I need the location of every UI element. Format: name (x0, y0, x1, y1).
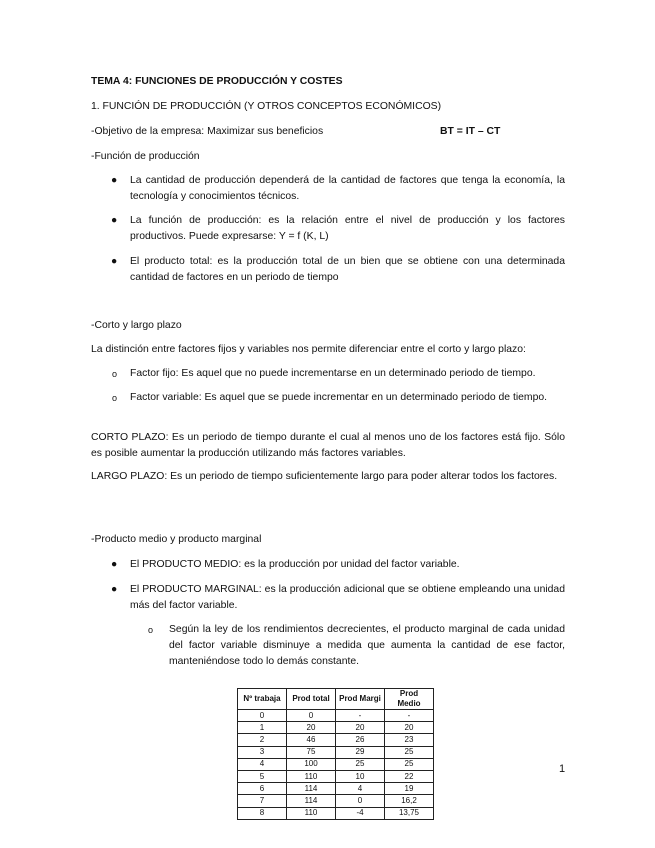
bullet-icon: ● (111, 256, 118, 267)
profit-formula: BT = IT – CT (440, 126, 501, 137)
table-cell: -4 (336, 807, 385, 819)
bullet-icon: ● (111, 559, 118, 570)
table-cell: 0 (238, 710, 287, 722)
column-header: Prod Margi (336, 689, 385, 710)
table-cell: 114 (287, 795, 336, 807)
short-long-intro: La distinción entre factores fijos y variables nos permite diferenciar entre el corto y largo plazo: (91, 344, 526, 355)
table-cell: 110 (287, 770, 336, 782)
list-item (91, 254, 565, 286)
bullet-icon: ● (111, 584, 118, 595)
table-cell: 25 (385, 758, 434, 770)
table-cell: 22 (385, 770, 434, 782)
table-cell: 26 (336, 734, 385, 746)
table-cell: 23 (385, 734, 434, 746)
list-item (91, 582, 565, 614)
short-long-heading: -Corto y largo plazo (91, 320, 182, 331)
marginal-heading: -Producto medio y producto marginal (91, 534, 262, 545)
table-cell: 2 (238, 734, 287, 746)
table-cell: 20 (336, 722, 385, 734)
prod-function-heading: -Función de producción (91, 151, 200, 162)
table-cell: 8 (238, 807, 287, 819)
table-cell: 20 (287, 722, 336, 734)
table-cell: - (336, 710, 385, 722)
list-item-text: El producto total: es la producción total de un bien que se obtiene con una determinada cantidad de factores en un periodo de tiempo (130, 256, 565, 283)
list-item (91, 557, 565, 573)
table-cell: 100 (287, 758, 336, 770)
list-item-text: Factor variable: Es aquel que se puede incrementar en un determinado periodo de tiempo. (130, 392, 548, 403)
table-row (238, 770, 434, 782)
bullet-icon: ● (111, 215, 118, 226)
table-cell: 0 (336, 795, 385, 807)
table-cell: 114 (287, 783, 336, 795)
table-cell: 110 (287, 807, 336, 819)
list-item (91, 173, 565, 205)
table-cell: 20 (385, 722, 434, 734)
circle-bullet-icon: o (112, 369, 118, 379)
objective-line (91, 124, 565, 140)
table-row (238, 722, 434, 734)
table-row (238, 795, 434, 807)
list-item-text: La función de producción: es la relación entre el nivel de producción y los factores productivos. Puede expresarse: Y = f (K, L) (130, 215, 565, 242)
table-cell: - (385, 710, 434, 722)
list-item-text: El PRODUCTO MARGINAL: es la producción adicional que se obtiene empleando una unidad más del factor variable. (130, 584, 565, 611)
table-row (238, 758, 434, 770)
list-item (91, 366, 565, 382)
short-term-paragraph: CORTO PLAZO: Es un periodo de tiempo durante el cual al menos uno de los factores está fijo. Sólo es posible aumentar la producción utilizando más factores variables. (91, 432, 565, 459)
list-item (91, 390, 565, 406)
table-header-row (238, 689, 434, 710)
list-item (91, 622, 565, 670)
list-item (91, 213, 565, 245)
list-item-text: El PRODUCTO MEDIO: es la producción por unidad del factor variable. (130, 559, 460, 570)
table-row (238, 807, 434, 819)
table-cell: 3 (238, 746, 287, 758)
list-item-text: Según la ley de los rendimientos decrecientes, el producto marginal de cada unidad del factor variable disminuye a medida que aumenta la cantidad de ese factor, manteniéndose todo lo demás constante. (169, 624, 565, 667)
page-number: 1 (559, 763, 566, 775)
table-cell: 4 (336, 783, 385, 795)
table-cell: 19 (385, 783, 434, 795)
long-term-paragraph: LARGO PLAZO: Es un periodo de tiempo suficientemente largo para poder alterar todos los factores. (91, 471, 558, 482)
table-cell: 6 (238, 783, 287, 795)
table-cell: 10 (336, 770, 385, 782)
table-cell: 0 (287, 710, 336, 722)
table-row (238, 710, 434, 722)
table-row (238, 746, 434, 758)
list-item-text: La cantidad de producción dependerá de la cantidad de factores que tenga la economía, la tecnología y conocimientos técnicos. (130, 175, 565, 202)
circle-bullet-icon: o (112, 393, 118, 403)
column-header: Nº trabaja (238, 689, 287, 710)
circle-bullet-icon: o (148, 625, 154, 635)
table-cell: 29 (336, 746, 385, 758)
table-cell: 5 (238, 770, 287, 782)
table-cell: 16,2 (385, 795, 434, 807)
section-heading: 1. FUNCIÓN DE PRODUCCIÓN (Y OTROS CONCEPTOS ECONÓMICOS) (91, 101, 442, 112)
table-cell: 46 (287, 734, 336, 746)
column-header: Prod total (287, 689, 336, 710)
table-cell: 75 (287, 746, 336, 758)
table-cell: 7 (238, 795, 287, 807)
table-row (238, 734, 434, 746)
table-cell: 25 (385, 746, 434, 758)
table-cell: 4 (238, 758, 287, 770)
table-cell: 25 (336, 758, 385, 770)
table-cell: 1 (238, 722, 287, 734)
table-row (238, 783, 434, 795)
objective-text: -Objetivo de la empresa: Maximizar sus beneficios (91, 126, 324, 137)
document-title: TEMA 4: FUNCIONES DE PRODUCCIÓN Y COSTES (91, 76, 343, 87)
column-header: Prod Medio (385, 689, 434, 710)
list-item-text: Factor fijo: Es aquel que no puede incrementarse en un determinado periodo de tiempo. (130, 368, 536, 379)
table-cell: 13,75 (385, 807, 434, 819)
bullet-icon: ● (111, 175, 118, 186)
production-table (237, 688, 434, 820)
